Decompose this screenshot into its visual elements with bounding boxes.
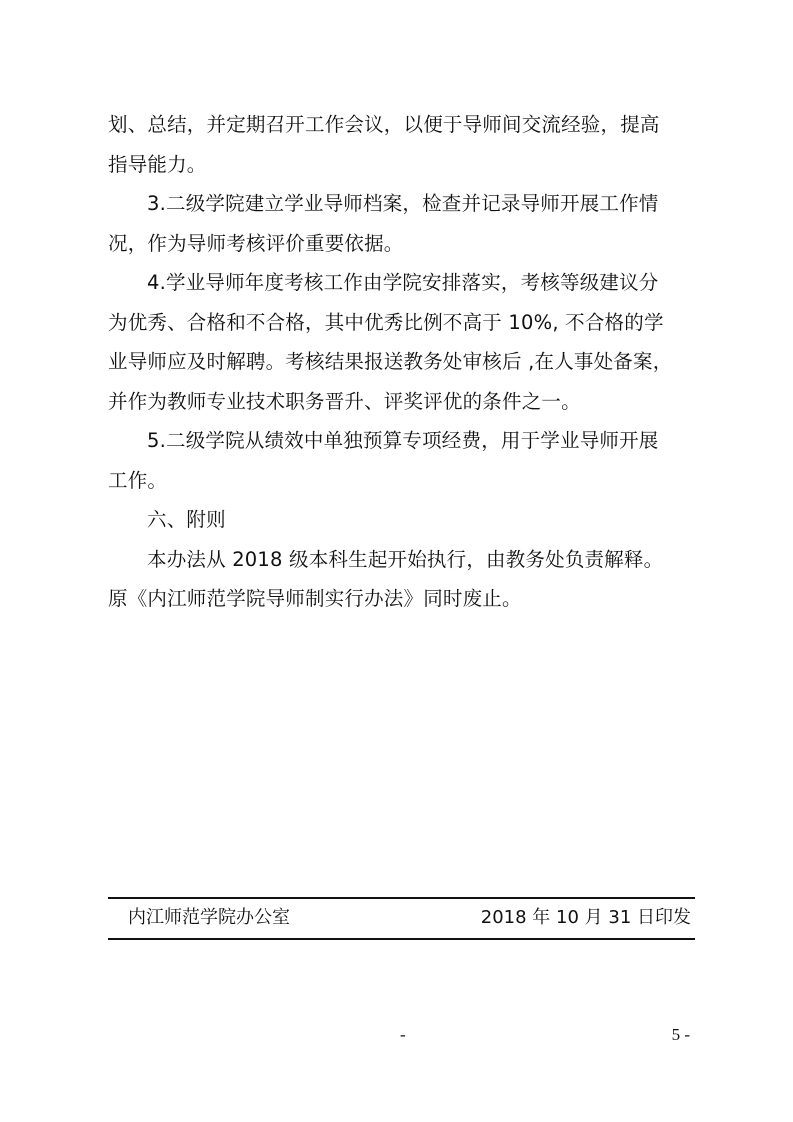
paragraph-line: 并作为教师专业技术职务晋升、评奖评优的条件之一。 [108, 389, 581, 413]
paragraph-line: 工作。 [108, 468, 168, 492]
paragraph-line: 4.学业导师年度考核工作由学院安排落实，考核等级建议分 [147, 271, 659, 294]
paragraph-line: 3.二级学院建立学业导师档案，检查并记录导师开展工作情 [147, 192, 659, 215]
paragraph-line: 5.二级学院从绩效中单独预算专项经费，用于学业导师开展 [147, 429, 659, 452]
paragraph-line: 原《内江师范学院导师制实行办法》同时废止。 [108, 587, 522, 610]
issuing-office: 内江师范学院办公室 [128, 907, 290, 928]
page-number: 5 - [671, 1025, 690, 1044]
paragraph-line: 本办法从 2018 级本科生起开始执行，由教务处负责解释。 [147, 547, 664, 571]
body-text [108, 105, 703, 619]
paragraph-line: 业导师应及时解聘。考核结果报送教务处审核后 ,在人事处备案， [108, 350, 673, 373]
footer-bottom-rule [108, 938, 695, 940]
paragraph-line: 况，作为导师考核评价重要依据。 [108, 231, 404, 255]
section-heading: 六、附则 [147, 508, 226, 531]
footer-top-rule [108, 897, 695, 899]
paragraph-line: 为优秀、合格和不合格，其中优秀比例不高于 10%, 不合格的学 [108, 310, 664, 334]
print-date: 2018 年 10 月 31 日印发 [480, 907, 691, 928]
paragraph-line: 划、总结，并定期召开工作会议，以便于导师间交流经验，提高 [108, 113, 660, 136]
paragraph-line: 指导能力。 [108, 152, 207, 176]
page-number-dash: - [400, 1025, 406, 1044]
